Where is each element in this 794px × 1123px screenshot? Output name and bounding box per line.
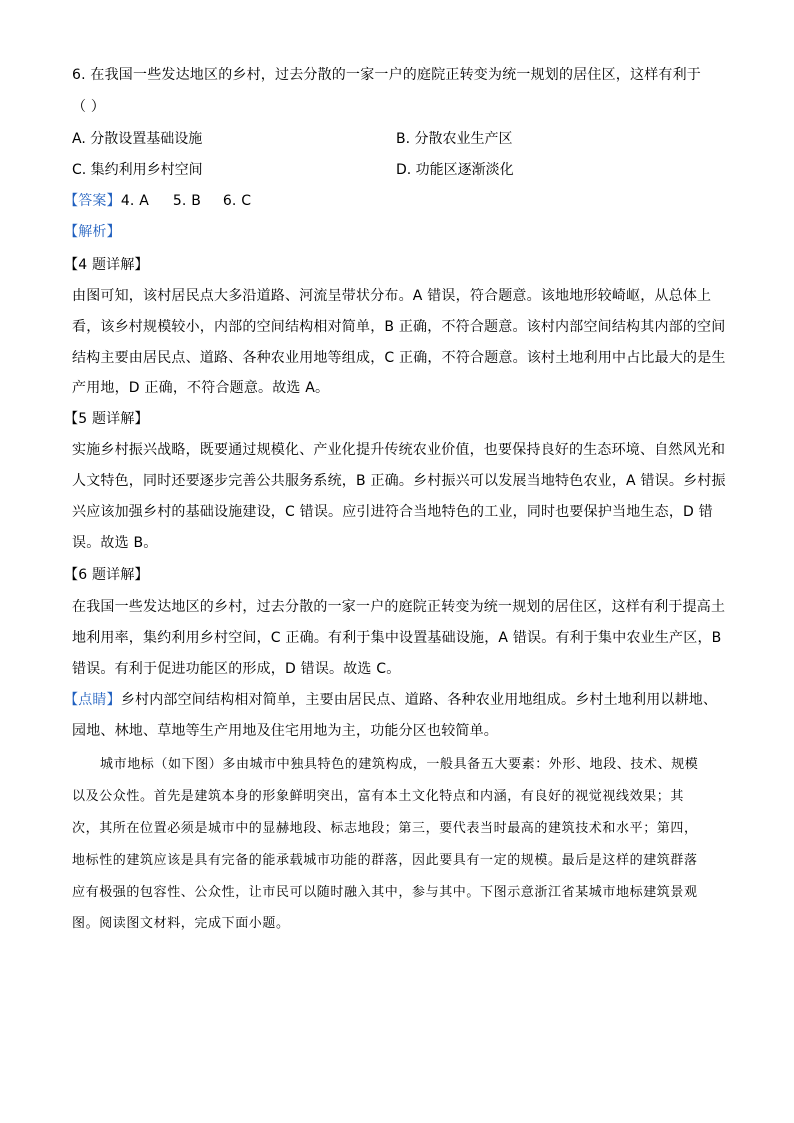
- detail-6-line: 地利用率，集约利用乡村空间，C 正确。有利于集中设置基础设施，A 错误。有利于集中农业生产区，B: [72, 630, 722, 646]
- question-6-stem-line2: （ ）: [72, 99, 106, 115]
- dianjing-line1: [64, 690, 717, 710]
- material-line: 图。阅读图文材料，完成下面小题。: [72, 916, 290, 931]
- answer-line: [64, 191, 251, 211]
- detail-6-line: 在我国一些发达地区的乡村，过去分散的一家一户的庭院正转变为统一规划的居住区，这样有利于提高土: [72, 599, 726, 615]
- detail-5-line: 误。故选 B。: [72, 535, 158, 551]
- detail-5-line: 兴应该加强乡村的基础设施建设，C 错误。应引进符合当地特色的工业，同时也要保护当地生态，D 错: [72, 504, 713, 520]
- answer-tag: 【答案】: [64, 193, 121, 209]
- detail-5-line: 实施乡村振兴战略，既要通过规模化、产业化提升传统农业价值，也要保持良好的生态环境、自然风光和: [72, 442, 726, 458]
- detail-4-line: 产用地，D 正确，不符合题意。故选 A。: [72, 380, 330, 396]
- detail-4-line: 结构主要由居民点、道路、各种农业用地等组成，C 正确，不符合题意。该村土地利用中占比最大的是生: [72, 350, 726, 366]
- option-d: D. 功能区逐渐淡化: [396, 162, 514, 178]
- analysis-tag: 【解析】: [64, 224, 121, 240]
- option-c: C. 集约利用乡村空间: [72, 162, 203, 178]
- detail-4-line: 由图可知，该村居民点大多沿道路、河流呈带状分布。A 错误，符合题意。该地地形较崎岖，从总体上: [72, 288, 712, 304]
- detail-4-line: 看，该乡村规模较小，内部的空间结构相对简单，B 正确，不符合题意。该村内部空间结构其内部的空间: [72, 319, 726, 335]
- material-line: 以及公众性。首先是建筑本身的形象鲜明突出，富有本土文化特点和内涵，有良好的视觉视线效果；其: [72, 789, 685, 804]
- detail-6-heading: 【6 题详解】: [64, 567, 149, 583]
- dianjing-line2: 园地、林地、草地等生产用地及住宅用地为主，功能分区也较简单。: [72, 723, 498, 739]
- dianjing-text: 乡村内部空间结构相对简单，主要由居民点、道路、各种农业用地组成。乡村土地利用以耕地、: [120, 692, 718, 708]
- dianjing-tag: 【点睛】: [64, 692, 121, 708]
- option-b: B. 分散农业生产区: [396, 131, 513, 147]
- detail-5-line: 人文特色，同时还要逐步完善公共服务系统，B 正确。乡村振兴可以发展当地特色农业，A 错误。乡村振: [72, 473, 726, 489]
- material-line: 次，其所在位置必须是城市中的显赫地段、标志地段；第三，要代表当时最高的建筑技术和水平；第四，: [72, 821, 698, 836]
- answer-5: 5. B: [172, 193, 202, 209]
- answer-6: 6. C: [222, 193, 252, 209]
- detail-4-heading: 【4 题详解】: [64, 257, 149, 273]
- answer-4: 4. A: [120, 193, 149, 209]
- material-line: 应有极强的包容性、公众性，让市民可以随时融入其中，参与其中。下图示意浙江省某城市地标建筑景观: [72, 885, 698, 900]
- material-line: 地标性的建筑应该是具有完备的能承载城市功能的群落，因此要具有一定的规模。最后是这样的建筑群落: [72, 853, 698, 868]
- material-line: 城市地标（如下图）多由城市中独具特色的建筑构成，一般具备五大要素：外形、地段、技术、规模: [100, 757, 699, 772]
- question-6-stem-line1: 6. 在我国一些发达地区的乡村，过去分散的一家一户的庭院正转变为统一规划的居住区，这样有利于: [72, 67, 702, 83]
- detail-5-heading: 【5 题详解】: [64, 411, 149, 427]
- detail-6-line: 错误。有利于促进功能区的形成，D 错误。故选 C。: [72, 661, 401, 677]
- option-a: A. 分散设置基础设施: [72, 131, 203, 147]
